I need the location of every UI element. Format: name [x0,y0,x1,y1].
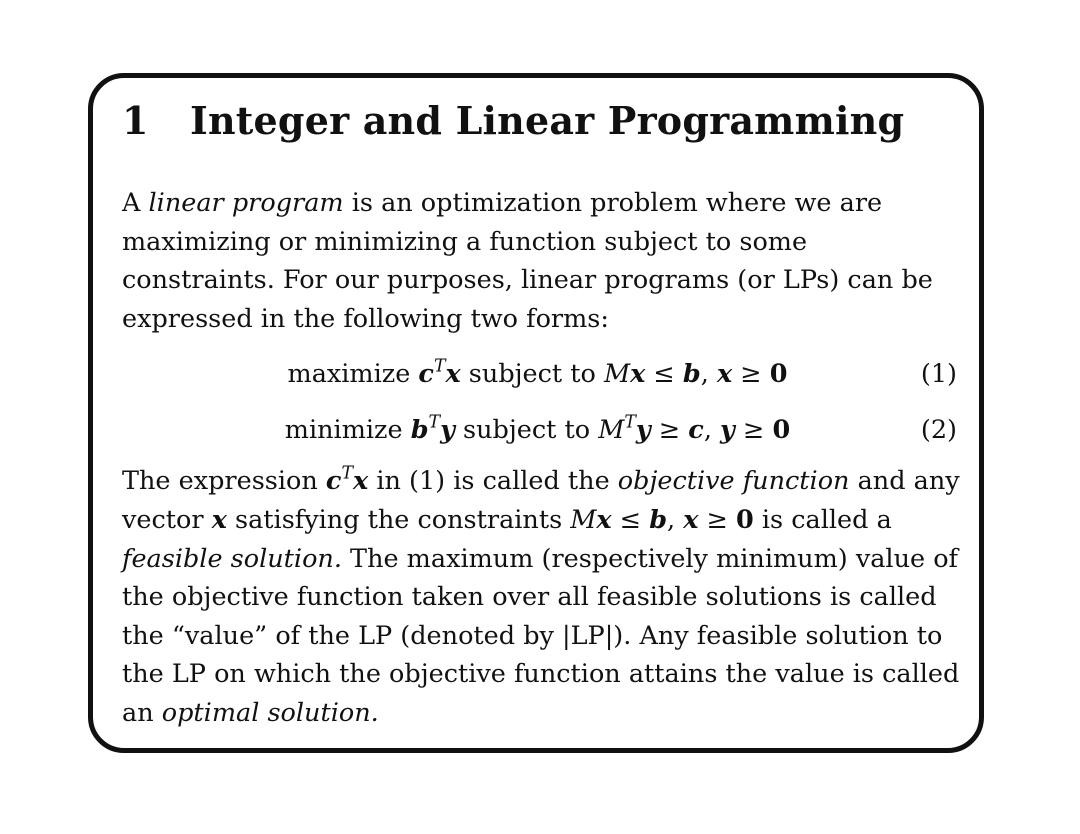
eq-zero: 0 [769,359,788,390]
inline-zero: 0 [736,504,754,535]
inline-var: c [325,466,342,497]
inline-var: x [596,504,612,535]
eq-var: b [410,415,429,446]
eq-var: x [445,359,461,390]
text-run: and any vector [122,466,960,535]
text-run: A [122,188,149,218]
eq-sep: , [700,359,717,390]
inline-var: x [211,504,227,535]
eq-relation: ≥ [734,415,773,446]
section-number: 1 [122,98,149,143]
definition-paragraph [122,462,962,732]
slide-body [122,184,962,733]
text-run: The expression [122,466,326,497]
term-linear-program: linear program [148,188,344,218]
inline-relation: ≥ [698,504,737,535]
eq-transpose: T [624,412,636,433]
eq-var: x [716,359,733,390]
inline-sep: , [667,504,684,535]
eq-text: subject to [454,415,599,446]
term-objective-function: objective function [617,466,850,497]
eq-var: y [440,415,455,446]
inline-relation: ≤ [611,504,650,535]
equation-1-body [122,346,957,402]
inline-var: x [683,504,699,535]
text-run: The maximum (respectively minimum) value of the objective function taken over all feasible solutions is called the “value” of the LP (denoted by |LP|). Any feasible solution to the LP on which the objective function attains the value is called an [122,543,960,728]
eq-relation: ≥ [732,359,770,390]
eq-zero: 0 [772,415,791,446]
text-run: satisfying the constraints [226,504,571,535]
eq-relation: ≤ [645,359,683,390]
section-title: Integer and Linear Programming [190,98,905,143]
text-run: is called a [753,504,892,535]
equation-2 [122,402,957,458]
equation-2-tag: (2) [920,415,957,446]
term-optimal-solution: optimal solution. [161,697,379,728]
eq-var: y [720,415,735,446]
eq-sep: , [703,415,721,446]
equation-1-tag: (1) [920,359,957,390]
text-run: is an optimization problem where we are maximizing or minimizing a function subject to some constraints. For our purposes, linear programs (or LPs) can be expressed in the following two forms: [122,188,933,334]
equation-1 [122,346,957,402]
eq-text: subject to [460,359,604,390]
eq-var: c [418,359,434,390]
equation-2-body [122,402,957,458]
eq-transpose: T [433,356,446,377]
equation-block [122,346,962,458]
inline-var: x [353,466,369,497]
inline-matrix: M [570,504,597,535]
eq-verb: minimize [284,415,411,446]
eq-var: b [682,359,701,390]
eq-verb: maximize [287,359,419,390]
eq-matrix: M [598,415,625,446]
eq-relation: ≥ [650,415,689,446]
eq-var: x [630,359,646,390]
intro-paragraph [122,184,962,338]
eq-matrix: M [603,359,631,390]
eq-var: c [688,415,704,446]
eq-var: y [635,415,651,446]
term-feasible-solution: feasible solution. [122,543,342,574]
inline-transpose: T [341,463,354,484]
inline-var: b [649,504,668,535]
eq-transpose: T [428,412,441,433]
section-heading [122,98,904,143]
text-run: in (1) is called the [368,466,618,497]
